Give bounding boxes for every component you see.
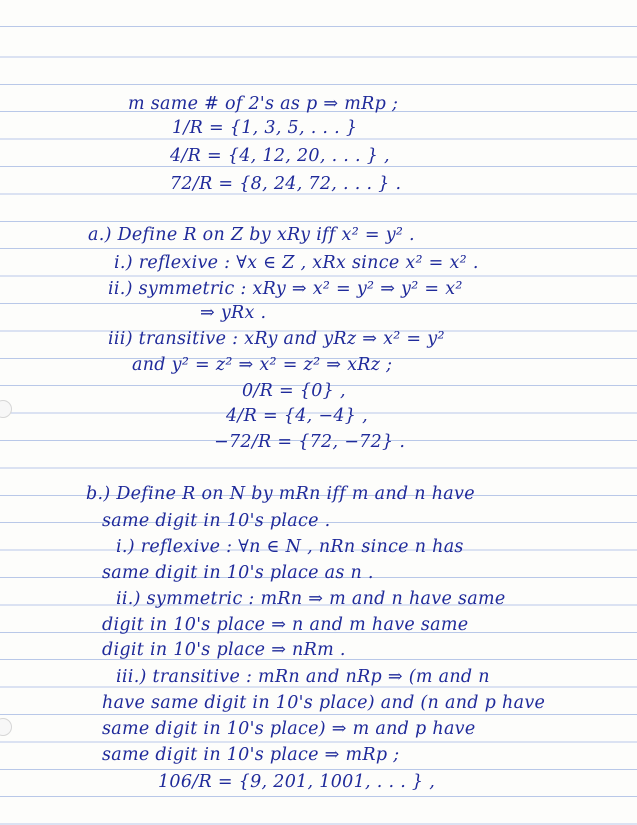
part-a-title: a.) Define R on Z by xRy iff x² = y² .: [88, 225, 415, 245]
part-b-reflexive-cont: same digit in 10's place as n .: [102, 563, 374, 583]
part-b-class-106: 106/R = {9, 201, 1001, . . . } ,: [158, 772, 436, 792]
line-same-twos: m same # of 2's as p ⇒ mRp ;: [128, 94, 399, 114]
part-a-class-4: 4/R = {4, −4} ,: [226, 406, 368, 426]
part-b-symmetric: ii.) symmetric : mRn ⇒ m and n have same: [116, 589, 506, 609]
part-b-transitive-cont3: same digit in 10's place ⇒ mRp ;: [102, 745, 400, 765]
part-b-reflexive: i.) reflexive : ∀n ∈ N , nRn since n has: [116, 537, 464, 557]
part-a-transitive-cont: and y² = z² ⇒ x² = z² ⇒ xRz ;: [132, 355, 393, 375]
part-a-transitive: iii) transitive : xRy and yRz ⇒ x² = y²: [108, 329, 445, 349]
line-class-72: 72/R = {8, 24, 72, . . . } .: [170, 174, 402, 194]
part-a-class-neg72: −72/R = {72, −72} .: [214, 432, 406, 452]
part-b-title-cont: same digit in 10's place .: [102, 511, 331, 531]
part-b-transitive-cont2: same digit in 10's place) ⇒ m and p have: [102, 719, 476, 739]
line-class-4: 4/R = {4, 12, 20, . . . } ,: [170, 146, 390, 166]
part-b-title: b.) Define R on N by mRn iff m and n have: [86, 484, 475, 504]
line-class-1: 1/R = {1, 3, 5, . . . }: [172, 118, 358, 138]
part-b-transitive: iii.) transitive : mRn and nRp ⇒ (m and n: [116, 667, 490, 687]
part-a-symmetric: ii.) symmetric : xRy ⇒ x² = y² ⇒ y² = x²: [108, 279, 463, 299]
part-b-transitive-cont: have same digit in 10's place) and (n and p have: [102, 693, 546, 713]
part-b-symmetric-cont2: digit in 10's place ⇒ nRm .: [102, 640, 346, 660]
part-b-symmetric-cont: digit in 10's place ⇒ n and m have same: [102, 615, 469, 635]
part-a-reflexive: i.) reflexive : ∀x ∈ Z , xRx since x² = x² .: [114, 253, 479, 273]
part-a-symmetric-cont: ⇒ yRx .: [200, 303, 267, 323]
part-a-class-0: 0/R = {0} ,: [242, 381, 346, 401]
